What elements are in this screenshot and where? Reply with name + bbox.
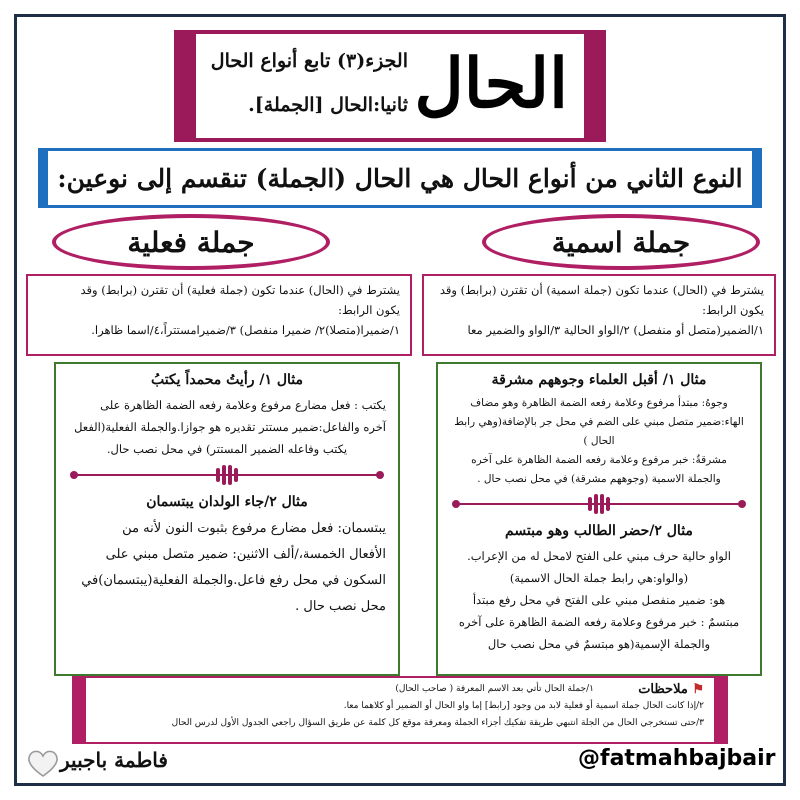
ornament-divider: [450, 491, 748, 517]
notes-heading: [638, 682, 704, 697]
verbal-example2-line: محل نصب حال .: [295, 599, 386, 614]
author-name: فاطمة باجبير: [60, 748, 168, 772]
nominal-example1-title: مثال ١/ أقبل العلماء وجوههم مشرقة: [491, 372, 707, 388]
verbal-example1-line: يكتب : فعل مضارع مرفوع وعلامة رفعه الضمة الظاهرة على: [100, 398, 386, 412]
title-subtitle-type: ثانيا:الحال [الجملة].: [248, 94, 408, 116]
note-line: ٣/حتى تستخرجي الحال من الجلة انتبهي طريقة تفكيك أجزاء الجملة ومعرفة موقع كل كلمة عن طريق السؤال راجعي الجدول الأول لدرس الحال: [171, 718, 704, 728]
nominal-example1-line: والجملة الاسمية (وجوههم مشرقة) في محل نصب حال .: [477, 473, 721, 485]
nominal-example2-line: هو: ضمير منفصل مبني على الفتح في محل رفع مبتدأ: [472, 593, 726, 607]
nominal-example1-line: مشرقةٌ: خبر مرفوع وعلامة رفعه الضمة الظاهرة على آخره: [471, 454, 727, 466]
verbal-example1-line: يكتب وفاعله الضمير المستتر) في محل نصب حال.: [106, 442, 348, 456]
notes-heading-label: ملاحظات: [638, 682, 688, 697]
pushpin-icon: ⚑: [692, 682, 704, 697]
nominal-condition-box: [422, 274, 776, 356]
nominal-example2-line: والجملة الإسمية(هو مبتسمٌ في محل نصب حال: [487, 637, 711, 651]
nominal-examples-box: [436, 362, 762, 676]
nominal-example1-line: الهاء:ضمير متصل مبني على الضم في محل جر بالإضافة(وهي رابط الحال ): [454, 416, 744, 447]
verbal-heading-oval: [52, 214, 330, 270]
nominal-example2-title: مثال ٢/حضر الطالب وهو مبتسم: [505, 523, 693, 539]
verbal-condition-line: يشترط في (الحال) عندما تكون (جملة فعلية) أن تقترن (برابط) وقد: [80, 283, 400, 297]
verbal-example2-line: السكون في محل رفع فاعل.والجملة الفعلية(يبتسمان)في: [81, 573, 386, 588]
page-title: الحال: [414, 44, 568, 124]
verbal-examples-box: [54, 362, 400, 676]
verbal-example2-line: يبتسمان: فعل مضارع مرفوع بثبوت النون لأنه من: [122, 521, 386, 536]
verbal-condition-box: [26, 274, 412, 356]
nominal-condition-line: ١/الضمير(متصل أو منفصل) ٢/الواو الحالية ٣/الواو والضمير معا: [467, 323, 764, 337]
nominal-heading: جملة اسمية: [551, 225, 691, 259]
note-line: ١/جملة الحال تأتي بعد الاسم المعرفة ( صاحب الحال): [395, 684, 594, 694]
verbal-condition-line: ١/ضميرا(متصلا)٢/ ضميرا منفصل) ٣/ضميرامستتراً،٤/اسما ظاهرا.: [91, 323, 400, 337]
title-subtitle-part: الجزء(٣) تابع أنواع الحال: [210, 50, 408, 72]
intro-banner: [38, 148, 762, 208]
verbal-example2-title: مثال ٢/جاء الولدان يبتسمان: [146, 494, 308, 510]
nominal-heading-oval: [482, 214, 760, 270]
nominal-condition-line: يكون الرابط:: [702, 303, 764, 317]
heart-icon: [26, 748, 60, 778]
verbal-condition-line: يكون الرابط:: [338, 303, 400, 317]
nominal-example2-line: (والواو:هي رابط جملة الحال الاسمية): [509, 571, 689, 585]
verbal-example2-line: الأفعال الخمسة،/ألف الاثنين: ضمير متصل مبني على: [105, 547, 386, 562]
nominal-example2-line: الواو حالية حرف مبني على الفتح لامحل له من الإعراب.: [467, 549, 731, 563]
title-box: [174, 30, 606, 142]
verbal-example1-line: آخره والفاعل:ضمير مستتر تقديره هو جوازا.والجملة الفعلية(الفعل: [74, 420, 386, 434]
nominal-example1-line: وجوهُ: مبتدأ مرفوع وعلامة رفعه الضمة الظاهرة وهو مضاف: [470, 397, 728, 409]
author-handle: @fatmahbajbair: [578, 746, 776, 771]
ornament-divider: [68, 462, 386, 488]
verbal-heading: جملة فعلية: [127, 225, 255, 259]
notes-box: [72, 676, 728, 744]
verbal-example1-title: مثال ١/ رأيتُ محمداً يكتبُ: [150, 372, 304, 388]
note-line: ٢/إذا كانت الحال جملة اسمية أو فعلية لابد من وجود [رابط] إما واو الحال أو الضمير أو كلاهما معا.: [343, 701, 704, 711]
intro-banner-text: النوع الثاني من أنواع الحال هي الحال (الجملة) تنقسم إلى نوعين:: [57, 163, 743, 193]
nominal-example2-line: مبتسمٌ : خبر مرفوع وعلامة رفعه الضمة الظاهرة على آخره: [458, 615, 740, 629]
nominal-condition-line: يشترط في (الحال) عندما تكون (جملة اسمية) أن تقترن (برابط) وقد: [439, 283, 764, 297]
